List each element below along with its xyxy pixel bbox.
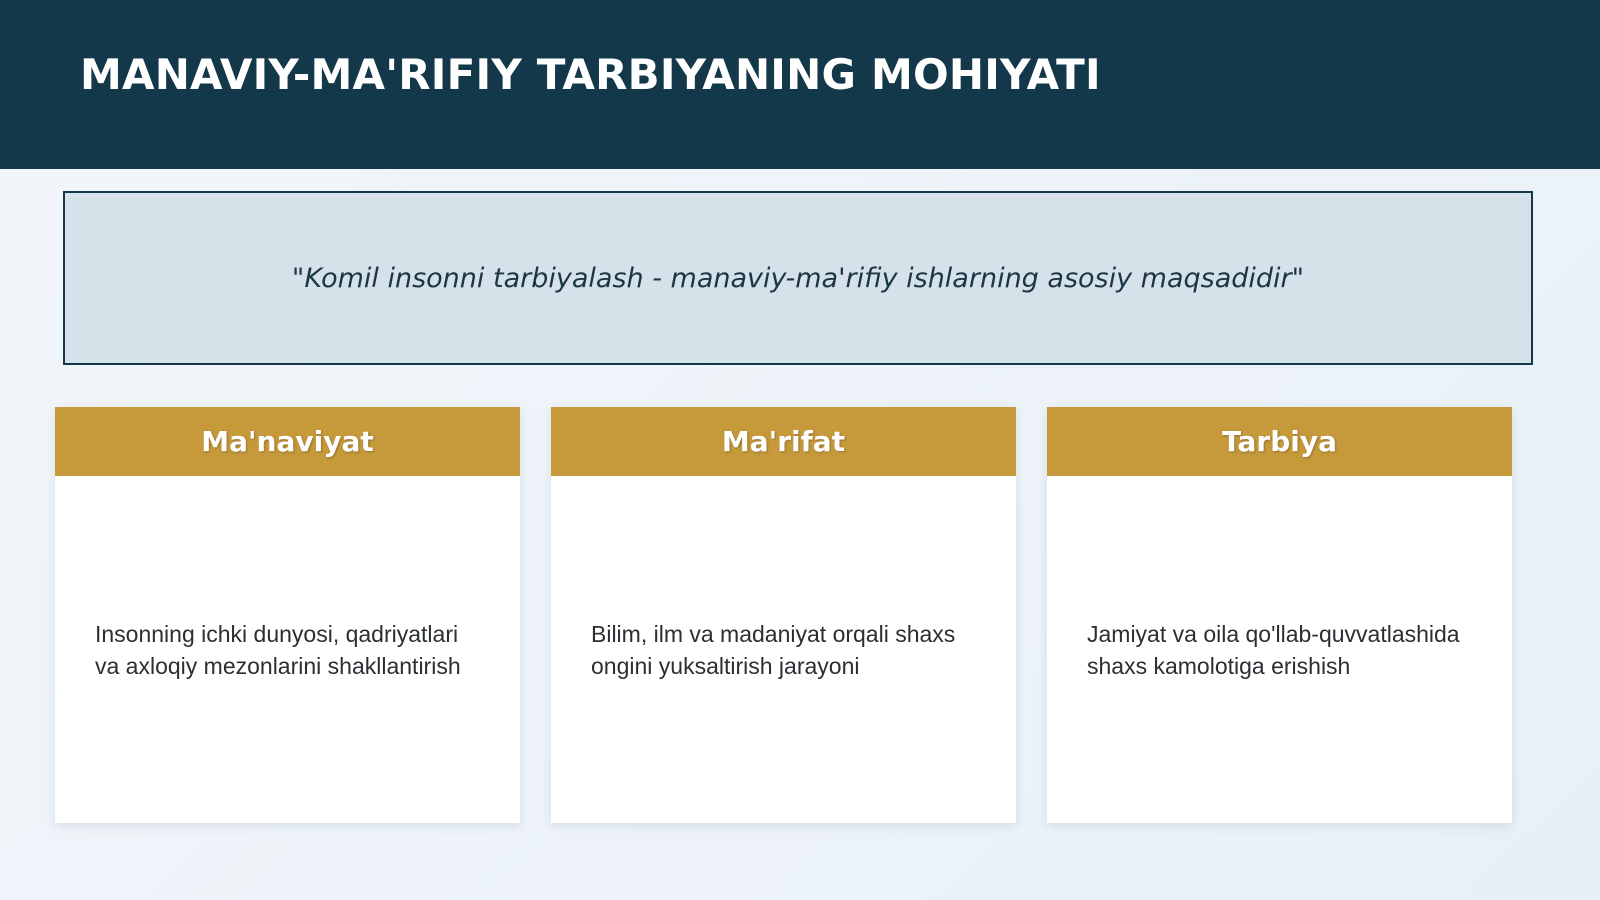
card-header [1047, 407, 1512, 476]
card-title: Ma'naviyat [201, 425, 374, 458]
card-text: Insonning ichki dunyosi, qadriyatlari va axloqiy mezonlarini shakllantirish [95, 620, 461, 679]
card-tarbiya [1047, 407, 1512, 823]
card-header [551, 407, 1016, 476]
card-text: Bilim, ilm va madaniyat orqali shaxs ongini yuksaltirish jarayoni [591, 620, 956, 679]
quote-box [63, 191, 1533, 365]
slide-title: MANAVIY-MA'RIFIY TARBIYANING MOHIYATI [80, 50, 1101, 99]
card-marifat [551, 407, 1016, 823]
card-body [55, 476, 520, 823]
card-title: Tarbiya [1222, 425, 1337, 458]
slide-header [0, 0, 1600, 169]
card-body [551, 476, 1016, 823]
card-text: Jamiyat va oila qo'llab-quvvatlashida shaxs kamolotiga erishish [1087, 620, 1460, 679]
card-title: Ma'rifat [721, 425, 846, 458]
card-header [55, 407, 520, 476]
card-body [1047, 476, 1512, 823]
card-manaviyat [55, 407, 520, 823]
quote-text: "Komil insonni tarbiyalash - manaviy-ma'rifiy ishlarning asosiy maqsadidir" [291, 262, 1305, 294]
